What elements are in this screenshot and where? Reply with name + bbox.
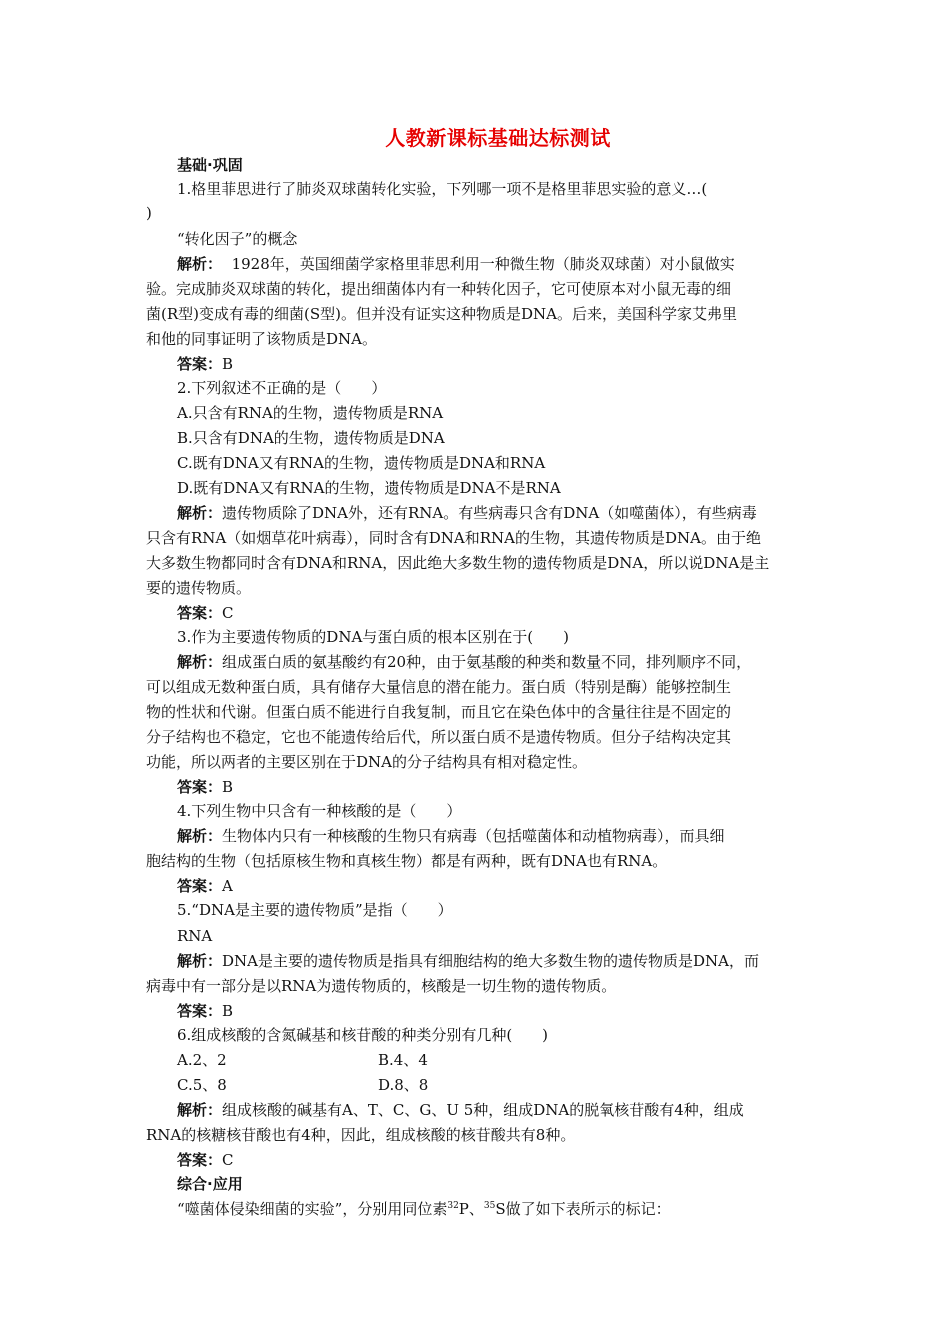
question-2-analysis-line: 大多数生物都同时含有DNA和RNA，因此绝大多数生物的遗传物质是DNA，所以说DNA是主 [146,554,770,572]
question-6-analysis-line: RNA的核糖核苷酸也有4种，因此，组成核酸的核苷酸共有8种。 [146,1126,576,1144]
question-3-analysis [177,652,751,672]
question-1-stem-cont: ) [146,204,152,222]
analysis-text: 1928年，英国细菌学家格里菲思利用一种微生物（肺炎双球菌）对小鼠做实 [231,255,735,273]
question-2-analysis-line: 只含有RNA（如烟草花叶病毒），同时含有DNA和RNA的生物，其遗传物质是DNA。由于绝 [146,529,761,547]
answer-label: 答案： [177,355,223,373]
question-6-option-d: D.8、8 [378,1076,429,1094]
answer-label: 答案： [177,877,223,895]
analysis-text: DNA是主要的遗传物质是指具有细胞结构的绝大多数生物的遗传物质是DNA，而 [222,952,759,970]
question-1-option: “转化因子”的概念 [177,230,298,248]
stem-text: S做了如下表所示的标记： [495,1200,671,1218]
answer-value: C [222,604,234,622]
question-5-stem: 5.“DNA是主要的遗传物质”是指（ ） [177,901,453,919]
section-heading-comprehensive: 综合·应用 [177,1175,243,1193]
question-6-option-b: B.4、4 [378,1051,428,1069]
question-4-stem: 4.下列生物中只含有一种核酸的是（ ） [177,802,462,820]
question-2-option-d: D.既有DNA又有RNA的生物，遗传物质是DNA不是RNA [177,479,561,497]
answer-value: C [222,1151,234,1169]
answer-value: B [222,778,234,796]
question-2-stem: 2.下列叙述不正确的是（ ） [177,379,387,397]
analysis-label: 解析： [177,504,223,522]
question-3-stem: 3.作为主要遗传物质的DNA与蛋白质的根本区别在于( ) [177,628,570,646]
question-1-analysis-line: 和他的同事证明了该物质是DNA。 [146,330,377,348]
question-6-answer [177,1150,234,1170]
question-6-analysis [177,1100,744,1120]
question-2-analysis-line: 要的遗传物质。 [146,579,252,597]
analysis-text: 遗传物质除了DNA外，还有RNA。有些病毒只含有DNA（如噬菌体），有些病毒 [222,504,757,522]
question-1-analysis-line: 验。完成肺炎双球菌的转化，提出细菌体内有一种转化因子，它可使原本对小鼠无毒的细 [146,280,732,298]
analysis-text: 组成核酸的碱基有A、T、C、G、U 5种，组成DNA的脱氧核苷酸有4种，组成 [222,1101,744,1119]
analysis-label: 解析： [177,1101,223,1119]
question-3-answer [177,777,233,797]
question-1-analysis-line: 菌(R型)变成有毒的细菌(S型)。但并没有证实这种物质是DNA。后来，美国科学家艾弗里 [146,305,737,323]
isotope-superscript: 35 [483,1201,496,1211]
question-5-analysis [177,951,759,971]
answer-value: B [222,355,234,373]
question-5-analysis-line: 病毒中有一部分是以RNA为遗传物质的，核酸是一切生物的遗传物质。 [146,977,617,995]
question-2-option-c: C.既有DNA又有RNA的生物，遗传物质是DNA和RNA [177,454,546,472]
question-1-stem: 1.格里菲思进行了肺炎双球菌转化实验，下列哪一项不是格里菲思实验的意义…( [177,180,708,198]
question-3-analysis-line: 物的性状和代谢。但蛋白质不能进行自我复制，而且它在染色体中的含量往往是不固定的 [146,703,732,721]
answer-label: 答案： [177,604,223,622]
analysis-text: 生物体内只有一种核酸的生物只有病毒（包括噬菌体和动植物病毒），而具细 [222,827,725,845]
analysis-text: 组成蛋白质的氨基酸约有20种，由于氨基酸的种类和数量不同，排列顺序不同， [222,653,752,671]
question-4-analysis-line: 胞结构的生物（包括原核生物和真核生物）都是有两种，既有DNA也有RNA。 [146,852,668,870]
question-6-option-a: A.2、2 [177,1051,227,1069]
question-7-stem [177,1199,671,1219]
analysis-label: 解析： [177,952,223,970]
question-1-analysis [177,254,735,274]
analysis-label: 解析： [177,255,223,273]
question-5-answer [177,1001,233,1021]
stem-text: “噬菌体侵染细菌的实验”，分别用同位素 [177,1200,448,1218]
question-4-answer [177,876,233,896]
question-3-analysis-line: 功能，所以两者的主要区别在于DNA的分子结构具有相对稳定性。 [146,753,587,771]
question-2-option-b: B.只含有DNA的生物，遗传物质是DNA [177,429,445,447]
analysis-label: 解析： [177,827,223,845]
section-heading-basic: 基础·巩固 [177,156,243,174]
question-1-answer [177,354,233,374]
page-title: 人教新课标基础达标测试 [385,126,611,150]
answer-label: 答案： [177,1002,223,1020]
question-3-analysis-line: 可以组成无数种蛋白质，具有储存大量信息的潜在能力。蛋白质（特别是酶）能够控制生 [146,678,732,696]
question-6-option-c: C.5、8 [177,1076,227,1094]
answer-value: A [222,877,233,895]
answer-value: B [222,1002,234,1020]
analysis-label: 解析： [177,653,223,671]
stem-text: P、 [458,1200,484,1218]
question-6-stem: 6.组成核酸的含氮碱基和核苷酸的种类分别有几种( ) [177,1026,549,1044]
question-2-analysis [177,503,757,523]
question-2-answer [177,603,234,623]
question-2-option-a: A.只含有RNA的生物，遗传物质是RNA [177,404,444,422]
isotope-superscript: 32 [447,1201,459,1211]
question-5-option: RNA [177,927,213,945]
answer-label: 答案： [177,778,223,796]
question-3-analysis-line: 分子结构也不稳定，它也不能遗传给后代，所以蛋白质不是遗传物质。但分子结构决定其 [146,728,732,746]
answer-label: 答案： [177,1151,223,1169]
question-4-analysis [177,826,725,846]
